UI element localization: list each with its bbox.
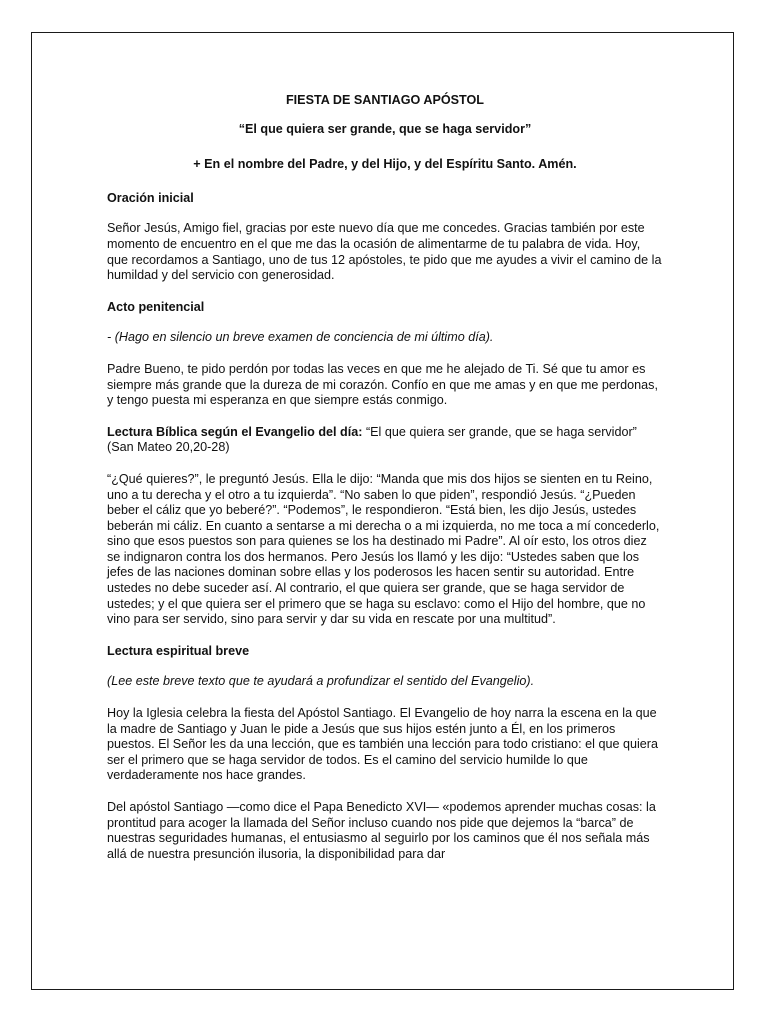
lectura-biblica-reference: “El que quiera ser grande, que se haga servidor” (San Mateo 20,20-28) xyxy=(107,424,637,455)
document-title: FIESTA DE SANTIAGO APÓSTOL xyxy=(285,93,484,107)
document-content xyxy=(107,93,663,878)
invocation: + En el nombre del Padre, y del Hijo, y del Espíritu Santo. Amén. xyxy=(193,157,577,172)
paragraph-oracion: Señor Jesús, Amigo fiel, gracias por este nuevo día que me concedes. Gracias también por este momento de encuentro en el que me das la ocasión de alimentarme de tu palabra de vida. Hoy, que recordamos a Santiago, uno de tus 12 apóstoles, te pido que me ayudes a vivir el camino de la humildad y del servicio con generosidad. xyxy=(107,221,662,283)
section-heading-lectura-biblica: Lectura Bíblica según el Evangelio del día: xyxy=(107,424,363,439)
document-page xyxy=(31,32,734,990)
lectura-biblica-intro xyxy=(107,425,663,456)
instruction-acto: - (Hago en silencio un breve examen de conciencia de mi último día). xyxy=(107,330,494,345)
section-heading-acto: Acto penitencial xyxy=(107,299,205,314)
section-heading-oracion: Oración inicial xyxy=(107,190,194,205)
instruction-lectura-espiritual: (Lee este breve texto que te ayudará a profundizar el sentido del Evangelio). xyxy=(107,674,535,689)
paragraph-acto: Padre Bueno, te pido perdón por todas las veces en que me he alejado de Ti. Sé que tu amor es siempre más grande que la dureza de mi corazón. Confío en que me amas y en que me perdonas, y tengo puesta mi esperanza en que siempre estás conmigo. xyxy=(107,361,658,408)
paragraph-lectura-espiritual-1: Hoy la Iglesia celebra la fiesta del Apóstol Santiago. El Evangelio de hoy narra la escena en la que la madre de Santiago y Juan le pide a Jesús que sus hijos estén junto a Él, en los primeros puestos. El Señor les da una lección, que es también una lección para todo cristiano: el que quiera ser el primero que se haga servidor de todos. Es el camino del servicio humilde lo que verdaderamente nos hace grandes. xyxy=(107,706,658,783)
document-subtitle: “El que quiera ser grande, que se haga servidor” xyxy=(238,121,532,136)
section-heading-lectura-espiritual: Lectura espiritual breve xyxy=(107,643,250,658)
paragraph-evangelio: “¿Qué quieres?”, le preguntó Jesús. Ella le dijo: “Manda que mis dos hijos se sienten en tu Reino, uno a tu derecha y el otro a tu izquierda”. “No saben lo que piden”, respondió Jesús. “¿Pueden beber el cáliz que yo beberé?”. “Podemos”, le respondieron. “Está bien, les dijo Jesús, ustedes beberán mi cáliz. En cuanto a sentarse a mi derecha o a mi izquierda, no me toca a mí concederlo, sino que esos puestos son para quienes se los ha destinado mi Padre”. Al oír esto, los otros diez se indignaron contra los dos hermanos. Pero Jesús los llamó y les dijo: “Ustedes saben que los jefes de las naciones dominan sobre ellas y los poderosos les hacen sentir su autoridad. Entre ustedes no debe suceder así. Al contrario, el que quiera ser grande, que se haga servidor de ustedes; y el que quiera ser el primero que se haga su esclavo: como el Hijo del hombre, que no vino para ser servido, sino para servir y dar su vida en rescate por una multitud”. xyxy=(107,471,660,627)
paragraph-lectura-espiritual-2: Del apóstol Santiago —como dice el Papa Benedicto XVI— «podemos aprender muchas cosas: la prontitud para acoger la llamada del Señor incluso cuando nos pide que dejemos la “barca” de nuestras seguridades humanas, el entusiasmo al seguirlo por los caminos que él nos señala más allá de nuestra presunción ilusoria, la disponibilidad para dar xyxy=(107,800,656,861)
